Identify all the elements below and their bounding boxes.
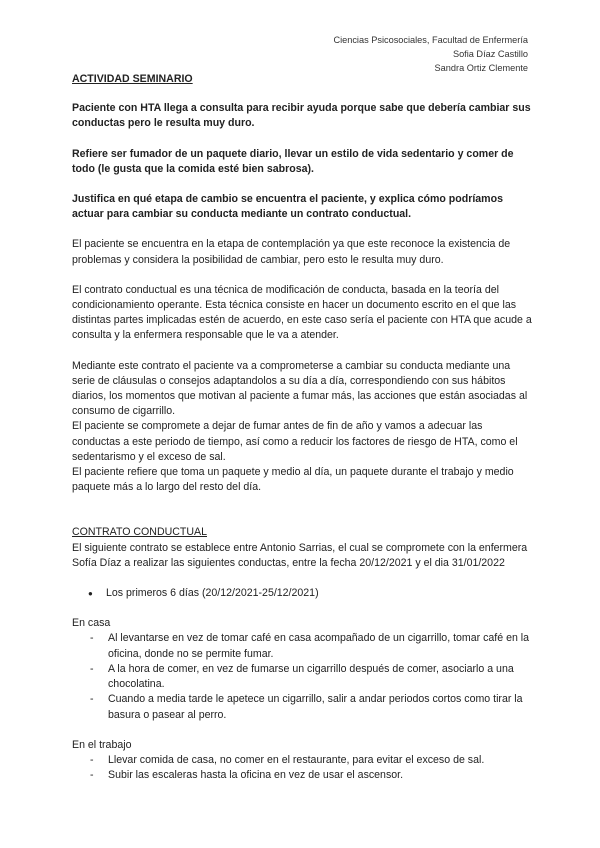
home-item: - Al levantarse en vez de tomar café en casa acompañado de un cigarrillo, tomar café en la oficina, donde no se permite fumar. bbox=[90, 631, 532, 661]
header-faculty: Ciencias Psicosociales, Facultad de Enfermería bbox=[333, 35, 528, 45]
work-list bbox=[72, 753, 532, 783]
work-item: - Llevar comida de casa, no comer en el restaurante, para evitar el exceso de sal. bbox=[90, 753, 532, 768]
question-paragraph-2: Refiere ser fumador de un paquete diario, llevar un estilo de vida sedentario y comer de todo (le gusta que la comida esté bien sabrosa). bbox=[72, 147, 514, 175]
contract-title: CONTRATO CONDUCTUAL bbox=[72, 526, 207, 539]
answer-paragraph-3a: Mediante este contrato el paciente va a comprometerse a cambiar su conducta mediante una serie de cláusulas o consejos adaptandolos a su día a día, correspondiendo con sus hábitos diarios, los momentos que motivan al paciente a fumar más, las acciones que están asociadas al consumo de cigarrillo. bbox=[72, 359, 528, 418]
home-item: - Cuando a media tarde le apetece un cigarrillo, salir a andar periodos cortos como tirar la basura o pasear al perro. bbox=[90, 692, 532, 722]
question-paragraph-3: Justifica en qué etapa de cambio se encuentra el paciente, y explica cómo podríamos actuar para cambiar su conducta mediante un contrato conductual. bbox=[72, 193, 503, 221]
header-author-2: Sandra Ortiz Clemente bbox=[434, 63, 528, 73]
header-author-1: Sofia Díaz Castillo bbox=[452, 49, 528, 59]
work-section-title: En el trabajo bbox=[72, 738, 132, 751]
document-body bbox=[72, 72, 532, 783]
answer-paragraph-3c: El paciente refiere que toma un paquete y medio al día, un paquete durante el trabajo y medio paquete más a lo largo del resto del día. bbox=[72, 466, 514, 494]
home-list bbox=[72, 631, 532, 722]
document-header bbox=[333, 33, 528, 75]
work-item: - Subir las escaleras hasta la oficina en vez de usar el ascensor. bbox=[90, 768, 532, 783]
question-paragraph-1: Paciente con HTA llega a consulta para recibir ayuda porque sabe que debería cambiar sus conductas pero le resulta muy duro. bbox=[72, 102, 531, 130]
period-list bbox=[72, 586, 532, 601]
home-item: - A la hora de comer, en vez de fumarse un cigarrillo después de comer, asociarlo a una chocolatina. bbox=[90, 662, 532, 692]
answer-paragraph-1: El paciente se encuentra en la etapa de contemplación ya que este reconoce la existencia de problemas y considera la posibilidad de cambiar, pero esto le resulta muy duro. bbox=[72, 238, 511, 266]
document-title: ACTIVIDAD SEMINARIO bbox=[72, 73, 193, 85]
period-item: ● Los primeros 6 días (20/12/2021-25/12/2021) bbox=[88, 586, 532, 601]
home-section-title: En casa bbox=[72, 617, 111, 630]
contract-intro: El siguiente contrato se establece entre Antonio Sarrias, el cual se compromete con la enfermera Sofía Díaz a realizar las siguientes conductas, entre la fecha 20/12/2021 y el dia 31/01/2022 bbox=[72, 541, 528, 569]
answer-paragraph-2: El contrato conductual es una técnica de modificación de conducta, basada en la teoría del condicionamiento operante. Esta técnica consiste en hacer un documento escrito en el que las distintas partes implicadas estén de acuerdo, en este caso sería el paciente con HTA que acude a consulta y la enfermera responsable que le va a atender. bbox=[72, 283, 532, 342]
answer-paragraph-3b: El paciente se compromete a dejar de fumar antes de fin de año y vamos a adecuar las conductas a este periodo de tiempo, así como a reducir los factores de riesgo de HTA, como el sedentarismo y el exceso de sal. bbox=[72, 420, 518, 463]
